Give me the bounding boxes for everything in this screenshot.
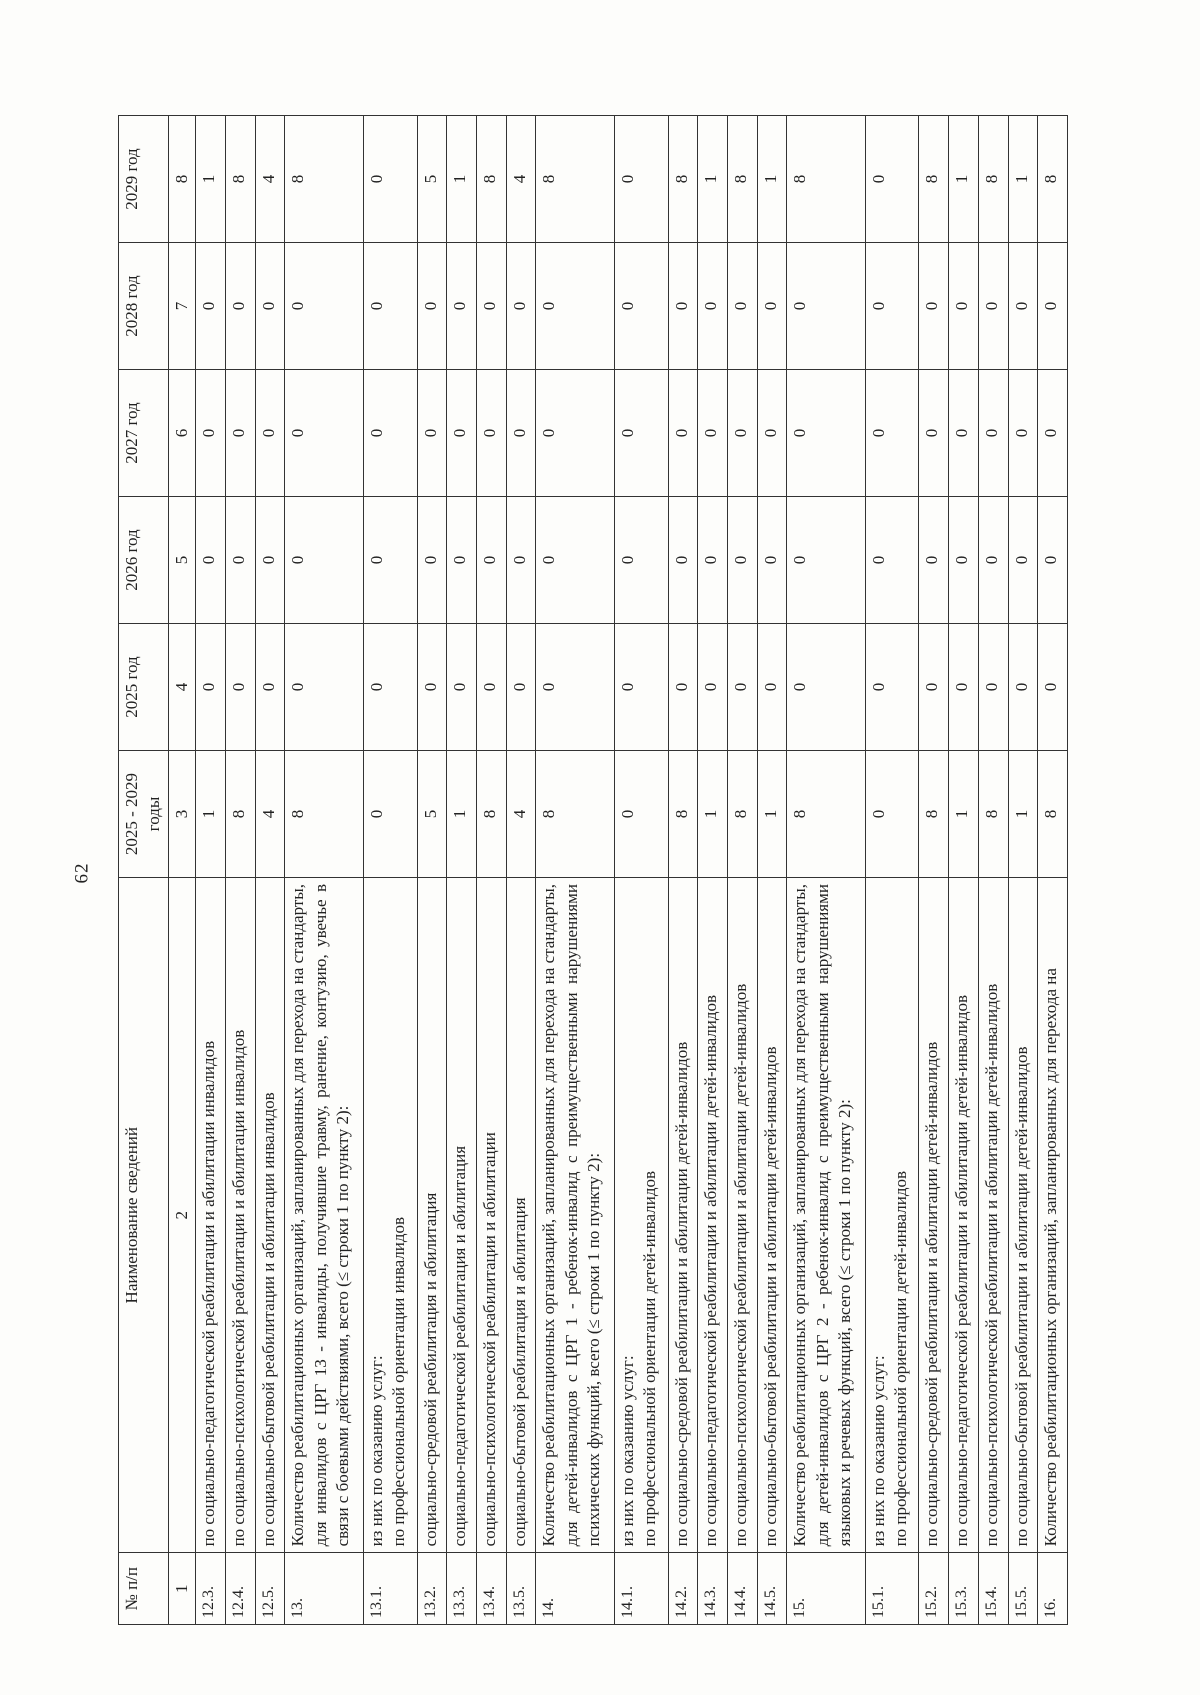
table-row	[255, 116, 285, 1625]
cell-2028: 0	[614, 243, 668, 370]
row-name-cell	[757, 878, 787, 1553]
table-header-row	[119, 116, 169, 1625]
cell-2028: 0	[506, 243, 536, 370]
cell-2029: 8	[787, 116, 865, 243]
cell-2026: 0	[1038, 497, 1068, 624]
table-row	[978, 116, 1008, 1625]
row-number: 14.2.	[668, 1553, 698, 1625]
row-number: 14.3.	[698, 1553, 728, 1625]
cell-2025: 0	[727, 624, 757, 751]
cell-2027: 0	[865, 370, 919, 497]
column-index: 8	[168, 116, 195, 243]
cell-2029: 8	[476, 116, 506, 243]
cell-2029: 0	[865, 116, 919, 243]
table-row	[865, 116, 919, 1625]
column-index-row	[168, 116, 195, 1625]
row-number: 12.4.	[226, 1553, 256, 1625]
cell-2028: 0	[949, 243, 979, 370]
rotated-table-container	[118, 115, 1068, 1625]
cell-2026: 0	[757, 497, 787, 624]
row-name-cell	[978, 878, 1008, 1553]
row-name: Количество реабилитационных организаций, запланированных для перехода на	[1041, 968, 1061, 1547]
cell-2025: 0	[1008, 624, 1038, 751]
cell-2025: 0	[698, 624, 728, 751]
cell-2027: 0	[949, 370, 979, 497]
header-year-2026: 2026 год	[119, 497, 169, 624]
cell-2026: 0	[285, 497, 363, 624]
cell-2029: 8	[226, 116, 256, 243]
row-name: по социально-средовой реабилитации и абилитации детей-инвалидов	[671, 1041, 691, 1547]
row-name: по социально-педагогической реабилитации и абилитации детей-инвалидов	[701, 994, 721, 1547]
table-row	[536, 116, 614, 1625]
cell-total: 1	[196, 751, 226, 878]
cell-2025: 0	[285, 624, 363, 751]
row-name-cell	[949, 878, 979, 1553]
cell-2027: 0	[668, 370, 698, 497]
cell-2025: 0	[978, 624, 1008, 751]
row-number: 15.2.	[919, 1553, 949, 1625]
row-number: 14.1.	[614, 1553, 668, 1625]
cell-2025: 0	[919, 624, 949, 751]
cell-2025: 0	[255, 624, 285, 751]
cell-2026: 0	[787, 497, 865, 624]
cell-2025: 0	[757, 624, 787, 751]
table-row	[226, 116, 256, 1625]
table-row	[698, 116, 728, 1625]
cell-2027: 0	[226, 370, 256, 497]
row-name: по социально-психологической реабилитации и абилитации детей-инвалидов	[730, 983, 750, 1547]
cell-2026: 0	[949, 497, 979, 624]
cell-2026: 0	[536, 497, 614, 624]
cell-2025: 0	[949, 624, 979, 751]
table-row	[476, 116, 506, 1625]
cell-2029: 1	[698, 116, 728, 243]
row-name-cell	[417, 878, 447, 1553]
row-name: социально-средовой реабилитация и абилитация	[420, 1192, 440, 1547]
cell-2026: 0	[614, 497, 668, 624]
cell-2029: 1	[949, 116, 979, 243]
cell-2028: 0	[447, 243, 477, 370]
row-name-cell	[668, 878, 698, 1553]
row-number: 14.4.	[727, 1553, 757, 1625]
row-name-cell	[363, 878, 417, 1553]
cell-2027: 0	[1008, 370, 1038, 497]
cell-2028: 0	[226, 243, 256, 370]
cell-2028: 0	[1008, 243, 1038, 370]
cell-total: 4	[255, 751, 285, 878]
row-name: по социально-психологической реабилитации и абилитации детей-инвалидов	[981, 983, 1001, 1547]
cell-2029: 0	[363, 116, 417, 243]
row-name-cell	[196, 878, 226, 1553]
table-row	[1008, 116, 1038, 1625]
table-row	[614, 116, 668, 1625]
row-name: Количество реабилитационных организаций, запланированных для перехода на стандарты, для инвалидов с ЦРГ 13 - инвалиды, получившие травму, ранение, контузию, увечье в связи с боевыми действиями, всего (≤ строки 1 по пункту 2):	[288, 884, 353, 1547]
cell-2028: 0	[285, 243, 363, 370]
cell-2025: 0	[668, 624, 698, 751]
cell-2026: 0	[698, 497, 728, 624]
cell-2025: 0	[787, 624, 865, 751]
cell-2025: 0	[447, 624, 477, 751]
row-name-sub: по профессиональной ориентации инвалидов	[389, 1216, 409, 1547]
cell-2029: 4	[506, 116, 536, 243]
cell-2027: 0	[727, 370, 757, 497]
cell-2025: 0	[196, 624, 226, 751]
cell-2025: 0	[536, 624, 614, 751]
row-name-cell	[506, 878, 536, 1553]
row-name: по социально-бытовой реабилитации и абилитации детей-инвалидов	[760, 1046, 780, 1547]
cell-2027: 0	[1038, 370, 1068, 497]
row-name-cell	[787, 878, 865, 1553]
table-row	[506, 116, 536, 1625]
row-name: по социально-психологической реабилитации и абилитации инвалидов	[229, 1029, 248, 1547]
column-index: 1	[168, 1553, 195, 1625]
table-row	[285, 116, 363, 1625]
row-name: социально-бытовой реабилитация и абилитация	[509, 1197, 529, 1547]
row-name-cell	[1038, 878, 1068, 1553]
cell-2027: 0	[614, 370, 668, 497]
cell-total: 1	[949, 751, 979, 878]
cell-total: 1	[757, 751, 787, 878]
table-row	[949, 116, 979, 1625]
header-name: Наименование сведений	[119, 878, 169, 1553]
cell-total: 8	[978, 751, 1008, 878]
header-year-2025: 2025 год	[119, 624, 169, 751]
cell-2027: 0	[698, 370, 728, 497]
column-index: 6	[168, 370, 195, 497]
row-name-cell	[255, 878, 285, 1553]
row-name: по социально-бытовой реабилитации и абилитации детей-инвалидов	[1011, 1046, 1031, 1547]
header-year-2029: 2029 год	[119, 116, 169, 243]
table-row	[787, 116, 865, 1625]
cell-total: 1	[447, 751, 477, 878]
cell-total: 8	[226, 751, 256, 878]
row-name: Количество реабилитационных организаций, запланированных для перехода на стандарты, для детей-инвалидов с ЦРГ 2 - ребенок-инвалид с преимущественными нарушениями языковых и речевых функций, всего (≤ строки 1 по пункту 2):	[790, 884, 855, 1547]
table-row	[1038, 116, 1068, 1625]
column-index: 4	[168, 624, 195, 751]
cell-2025: 0	[506, 624, 536, 751]
cell-2027: 0	[919, 370, 949, 497]
table-row	[196, 116, 226, 1625]
row-name: по социально-педагогической реабилитации и абилитации инвалидов	[199, 1040, 219, 1547]
cell-2025: 0	[1038, 624, 1068, 751]
row-name-sub: по профессиональной ориентации детей-инвалидов	[890, 1170, 910, 1547]
cell-total: 8	[727, 751, 757, 878]
row-number: 14.5.	[757, 1553, 787, 1625]
table-row	[363, 116, 417, 1625]
cell-total: 8	[668, 751, 698, 878]
row-name: по социально-средовой реабилитации и абилитации детей-инвалидов	[922, 1041, 942, 1547]
cell-2029: 8	[536, 116, 614, 243]
cell-2028: 0	[757, 243, 787, 370]
cell-total: 8	[787, 751, 865, 878]
page-number: 62	[71, 862, 93, 884]
cell-2025: 0	[226, 624, 256, 751]
table-row	[417, 116, 447, 1625]
row-number: 13.5.	[506, 1553, 536, 1625]
cell-total: 0	[614, 751, 668, 878]
row-name: социально-психологической реабилитации и абилитации	[479, 1132, 499, 1547]
row-number: 14.	[536, 1553, 614, 1625]
row-number: 13.2.	[417, 1553, 447, 1625]
row-number: 15.5.	[1008, 1553, 1038, 1625]
cell-2026: 0	[363, 497, 417, 624]
cell-2027: 0	[476, 370, 506, 497]
cell-2025: 0	[417, 624, 447, 751]
cell-2027: 0	[417, 370, 447, 497]
cell-2029: 8	[978, 116, 1008, 243]
row-name: по социально-бытовой реабилитации и абилитации инвалидов	[258, 1092, 278, 1547]
column-index: 5	[168, 497, 195, 624]
cell-2027: 0	[255, 370, 285, 497]
cell-2029: 5	[417, 116, 447, 243]
column-index: 3	[168, 751, 195, 878]
cell-2027: 0	[757, 370, 787, 497]
cell-2028: 0	[196, 243, 226, 370]
cell-total: 5	[417, 751, 447, 878]
cell-2028: 0	[363, 243, 417, 370]
cell-2029: 1	[757, 116, 787, 243]
cell-2026: 0	[196, 497, 226, 624]
row-number: 13.	[285, 1553, 363, 1625]
cell-2027: 0	[506, 370, 536, 497]
cell-2027: 0	[536, 370, 614, 497]
cell-2025: 0	[363, 624, 417, 751]
cell-2028: 0	[727, 243, 757, 370]
row-number: 15.4.	[978, 1553, 1008, 1625]
row-name-cell	[865, 878, 919, 1553]
cell-2028: 0	[865, 243, 919, 370]
cell-total: 8	[919, 751, 949, 878]
row-name: из них по оказанию услуг:	[366, 1355, 386, 1547]
row-name-cell	[476, 878, 506, 1553]
cell-total: 0	[363, 751, 417, 878]
row-name-sub: по профессиональной ориентации детей-инвалидов	[640, 1170, 659, 1547]
column-index: 7	[168, 243, 195, 370]
row-name: из них по оказанию услуг:	[617, 1355, 637, 1547]
cell-2026: 0	[727, 497, 757, 624]
cell-2028: 0	[417, 243, 447, 370]
header-year-2028: 2028 год	[119, 243, 169, 370]
row-name-cell	[1008, 878, 1038, 1553]
table-row	[727, 116, 757, 1625]
cell-2027: 0	[978, 370, 1008, 497]
cell-2028: 0	[787, 243, 865, 370]
cell-total: 8	[285, 751, 363, 878]
row-number: 15.1.	[865, 1553, 919, 1625]
cell-2028: 0	[255, 243, 285, 370]
cell-2029: 8	[727, 116, 757, 243]
cell-2029: 0	[614, 116, 668, 243]
row-number: 13.3.	[447, 1553, 477, 1625]
cell-total: 8	[476, 751, 506, 878]
cell-2028: 0	[698, 243, 728, 370]
cell-2026: 0	[865, 497, 919, 624]
table-row	[447, 116, 477, 1625]
table-row	[668, 116, 698, 1625]
cell-2026: 0	[978, 497, 1008, 624]
cell-2029: 8	[919, 116, 949, 243]
cell-2029: 8	[285, 116, 363, 243]
row-number: 15.	[787, 1553, 865, 1625]
cell-2026: 0	[668, 497, 698, 624]
cell-2028: 0	[978, 243, 1008, 370]
row-number: 13.4.	[476, 1553, 506, 1625]
row-name-cell	[614, 878, 668, 1553]
row-name-cell	[285, 878, 363, 1553]
cell-2026: 0	[226, 497, 256, 624]
cell-2028: 0	[1038, 243, 1068, 370]
table-body	[196, 116, 1068, 1625]
cell-2029: 1	[447, 116, 477, 243]
header-num: № п/п	[119, 1553, 169, 1625]
cell-total: 8	[1038, 751, 1068, 878]
cell-2029: 4	[255, 116, 285, 243]
row-number: 12.5.	[255, 1553, 285, 1625]
cell-2027: 0	[447, 370, 477, 497]
row-name: из них по оказанию услуг:	[868, 1355, 888, 1547]
cell-2029: 8	[1038, 116, 1068, 243]
cell-total: 4	[506, 751, 536, 878]
row-name: Количество реабилитационных организаций, запланированных для перехода на стандарты, для детей-инвалидов с ЦРГ 1 - ребенок-инвалид с преимущественными нарушениями психических функций, всего (≤ строки 1 по пункту 2):	[539, 884, 604, 1547]
cell-2026: 0	[447, 497, 477, 624]
row-name: по социально-педагогической реабилитации и абилитации детей-инвалидов	[952, 994, 972, 1547]
cell-2028: 0	[668, 243, 698, 370]
row-name-cell	[727, 878, 757, 1553]
cell-2025: 0	[865, 624, 919, 751]
table-row	[919, 116, 949, 1625]
cell-2026: 0	[417, 497, 447, 624]
cell-2029: 8	[668, 116, 698, 243]
row-name-cell	[226, 878, 256, 1553]
cell-2029: 1	[196, 116, 226, 243]
cell-2026: 0	[1008, 497, 1038, 624]
header-year-2027: 2027 год	[119, 370, 169, 497]
cell-2025: 0	[476, 624, 506, 751]
cell-total: 8	[536, 751, 614, 878]
row-number: 15.3.	[949, 1553, 979, 1625]
cell-2027: 0	[285, 370, 363, 497]
row-name-cell	[447, 878, 477, 1553]
row-name-cell	[536, 878, 614, 1553]
cell-2025: 0	[614, 624, 668, 751]
row-name: социально-педагогической реабилитация и абилитация	[450, 1145, 470, 1547]
row-number: 12.3.	[196, 1553, 226, 1625]
cell-2027: 0	[196, 370, 226, 497]
statistics-table	[118, 115, 1068, 1625]
cell-2027: 0	[787, 370, 865, 497]
cell-2026: 0	[255, 497, 285, 624]
cell-2026: 0	[506, 497, 536, 624]
row-name-cell	[698, 878, 728, 1553]
cell-2027: 0	[363, 370, 417, 497]
cell-2026: 0	[919, 497, 949, 624]
cell-total: 1	[698, 751, 728, 878]
cell-total: 0	[865, 751, 919, 878]
row-name-cell	[919, 878, 949, 1553]
cell-2026: 0	[476, 497, 506, 624]
cell-2028: 0	[536, 243, 614, 370]
row-number: 13.1.	[363, 1553, 417, 1625]
header-total: 2025 - 2029 годы	[119, 751, 169, 878]
row-number: 16.	[1038, 1553, 1068, 1625]
table-row	[757, 116, 787, 1625]
column-index: 2	[168, 878, 195, 1553]
cell-2028: 0	[919, 243, 949, 370]
cell-2029: 1	[1008, 116, 1038, 243]
cell-2028: 0	[476, 243, 506, 370]
cell-total: 1	[1008, 751, 1038, 878]
